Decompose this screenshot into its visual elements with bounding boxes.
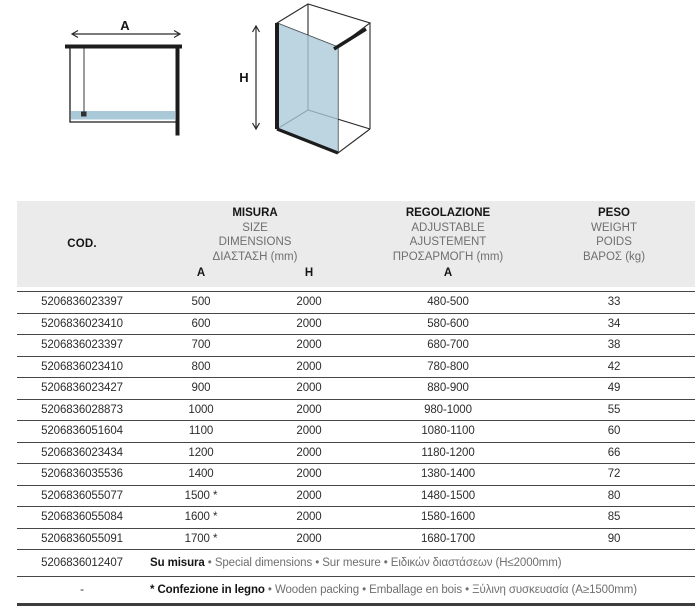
- weight-cell: 49: [607, 382, 621, 395]
- size-a-cell: 1600 *: [184, 511, 218, 524]
- cod-cell: 5206836055084: [41, 511, 123, 524]
- size-h-cell: 2000: [296, 403, 322, 416]
- wall-profile-top: [65, 45, 182, 49]
- size-h-cell: 2000: [296, 489, 322, 502]
- table-row: [17, 506, 695, 528]
- subheader-a: A: [196, 267, 206, 279]
- weight-cell: 34: [607, 317, 621, 330]
- size-a-cell: 1000: [188, 403, 214, 416]
- weight-cell: 80: [607, 489, 621, 502]
- size-h-cell: 2000: [296, 339, 322, 352]
- cod-cell: 5206836023397: [41, 296, 123, 309]
- size-a-cell: 900: [191, 382, 211, 395]
- cod-cell: 5206836035536: [41, 468, 123, 481]
- size-h-cell: 2000: [296, 360, 322, 373]
- size-h-cell: 2000: [296, 511, 322, 524]
- size-h-cell: 2000: [296, 468, 322, 481]
- note-bold-label: Su misura: [150, 557, 205, 569]
- size-a-cell: 500: [191, 296, 211, 309]
- support-bar-iso: [334, 29, 366, 49]
- size-a-cell: 800: [191, 360, 211, 373]
- iso-view-diagram: [238, 0, 383, 170]
- size-h-cell: 2000: [296, 425, 322, 438]
- weight-cell: 72: [607, 468, 621, 481]
- note-row-su-misura: [17, 549, 695, 576]
- dimension-arrow-vertical: [253, 26, 260, 129]
- table-row: [17, 442, 695, 464]
- size-h-cell: 2000: [296, 382, 322, 395]
- adjust-cell: 1080-1100: [421, 425, 475, 438]
- table-row: [17, 313, 695, 335]
- note-rest-label: • Wooden packing • Emballage en bois • Ξύλινη συσκευασία (A≥1500mm): [264, 584, 637, 596]
- adjust-cell: 480-500: [427, 296, 469, 309]
- subheader-adjust-a: A: [443, 267, 453, 279]
- note-text: [147, 557, 695, 569]
- weight-cell: 90: [607, 532, 621, 545]
- adjust-cell: 980-1000: [424, 403, 472, 416]
- size-a-cell: 1500 *: [184, 489, 218, 502]
- table-row: [17, 356, 695, 378]
- table-row: [17, 528, 695, 550]
- dimension-label-a: A: [120, 18, 130, 33]
- size-a-cell: 1100: [188, 425, 214, 438]
- weight-cell: 66: [607, 446, 621, 459]
- weight-cell: 42: [607, 360, 621, 373]
- panel-outline: [70, 49, 177, 123]
- size-h-cell: 2000: [296, 446, 322, 459]
- size-a-cell: 600: [191, 317, 211, 330]
- adjust-cell: 1380-1400: [420, 468, 476, 481]
- note-row-confezione: [17, 576, 695, 603]
- peso-column-header: PESO WEIGHT POIDS ΒΑΡΟΣ (kg): [582, 207, 646, 263]
- cod-cell: -: [80, 584, 84, 596]
- adjust-cell: 880-900: [427, 382, 469, 395]
- table-row: [17, 291, 695, 313]
- plan-view-diagram: [55, 8, 195, 143]
- weight-cell: 38: [607, 339, 621, 352]
- cod-cell: 5206836028873: [41, 403, 123, 416]
- note-text: [147, 584, 695, 596]
- size-a-cell: 1400: [188, 468, 214, 481]
- adjust-cell: 1180-1200: [421, 446, 475, 459]
- note-bold-label: * Confezione in legno: [150, 584, 265, 596]
- cod-column-header: COD.: [67, 238, 97, 250]
- table-row: [17, 463, 695, 485]
- size-h-cell: 2000: [296, 317, 322, 330]
- note-rest-label: • Special dimensions • Sur mesure • Ειδικών διαστάσεων (H≤2000mm): [204, 557, 562, 569]
- dimension-label-h: H: [239, 70, 249, 85]
- adjust-cell: 1680-1700: [420, 532, 476, 545]
- size-h-cell: 2000: [296, 532, 322, 545]
- table-header: [17, 201, 695, 287]
- adjust-cell: 1480-1500: [420, 489, 476, 502]
- table-row: [17, 334, 695, 356]
- adjust-cell: 1580-1600: [420, 511, 476, 524]
- size-h-cell: 2000: [296, 296, 322, 309]
- size-a-cell: 1700 *: [184, 532, 218, 545]
- adjust-cell: 680-700: [427, 339, 469, 352]
- size-a-cell: 700: [191, 339, 211, 352]
- table-row: [17, 399, 695, 421]
- wall-profile-right: [176, 45, 180, 136]
- glass-panel-plan: [71, 111, 175, 120]
- adjust-cell: 780-800: [427, 360, 469, 373]
- cod-cell: 5206836023427: [41, 382, 123, 395]
- spec-table: [17, 201, 695, 606]
- cod-cell: 5206836012407: [41, 557, 123, 569]
- subheader-h: H: [304, 267, 314, 279]
- weight-cell: 60: [607, 425, 621, 438]
- regolazione-column-header: REGOLAZIONE ADJUSTABLE AJUSTEMENT ΠΡΟΣΑΡΜΟΓΗ (mm): [392, 207, 504, 263]
- table-row: [17, 377, 695, 399]
- adjust-cell: 580-600: [427, 317, 469, 330]
- cod-cell: 5206836023434: [41, 446, 123, 459]
- weight-cell: 33: [607, 296, 621, 309]
- cod-cell: 5206836055091: [41, 532, 123, 545]
- cod-cell: 5206836055077: [41, 489, 123, 502]
- misura-column-header: MISURA SIZE DIMENSIONS ΔΙΑΣΤΑΣΗ (mm): [212, 207, 298, 263]
- cod-cell: 5206836051604: [41, 425, 123, 438]
- support-bracket: [81, 112, 87, 117]
- table-body: [17, 291, 695, 606]
- size-a-cell: 1200: [188, 446, 214, 459]
- table-row: [17, 420, 695, 442]
- cod-cell: 5206836023397: [41, 339, 123, 352]
- table-row: [17, 485, 695, 507]
- weight-cell: 85: [607, 511, 621, 524]
- weight-cell: 55: [607, 403, 621, 416]
- cod-cell: 5206836023410: [41, 317, 123, 330]
- cod-cell: 5206836023410: [41, 360, 123, 373]
